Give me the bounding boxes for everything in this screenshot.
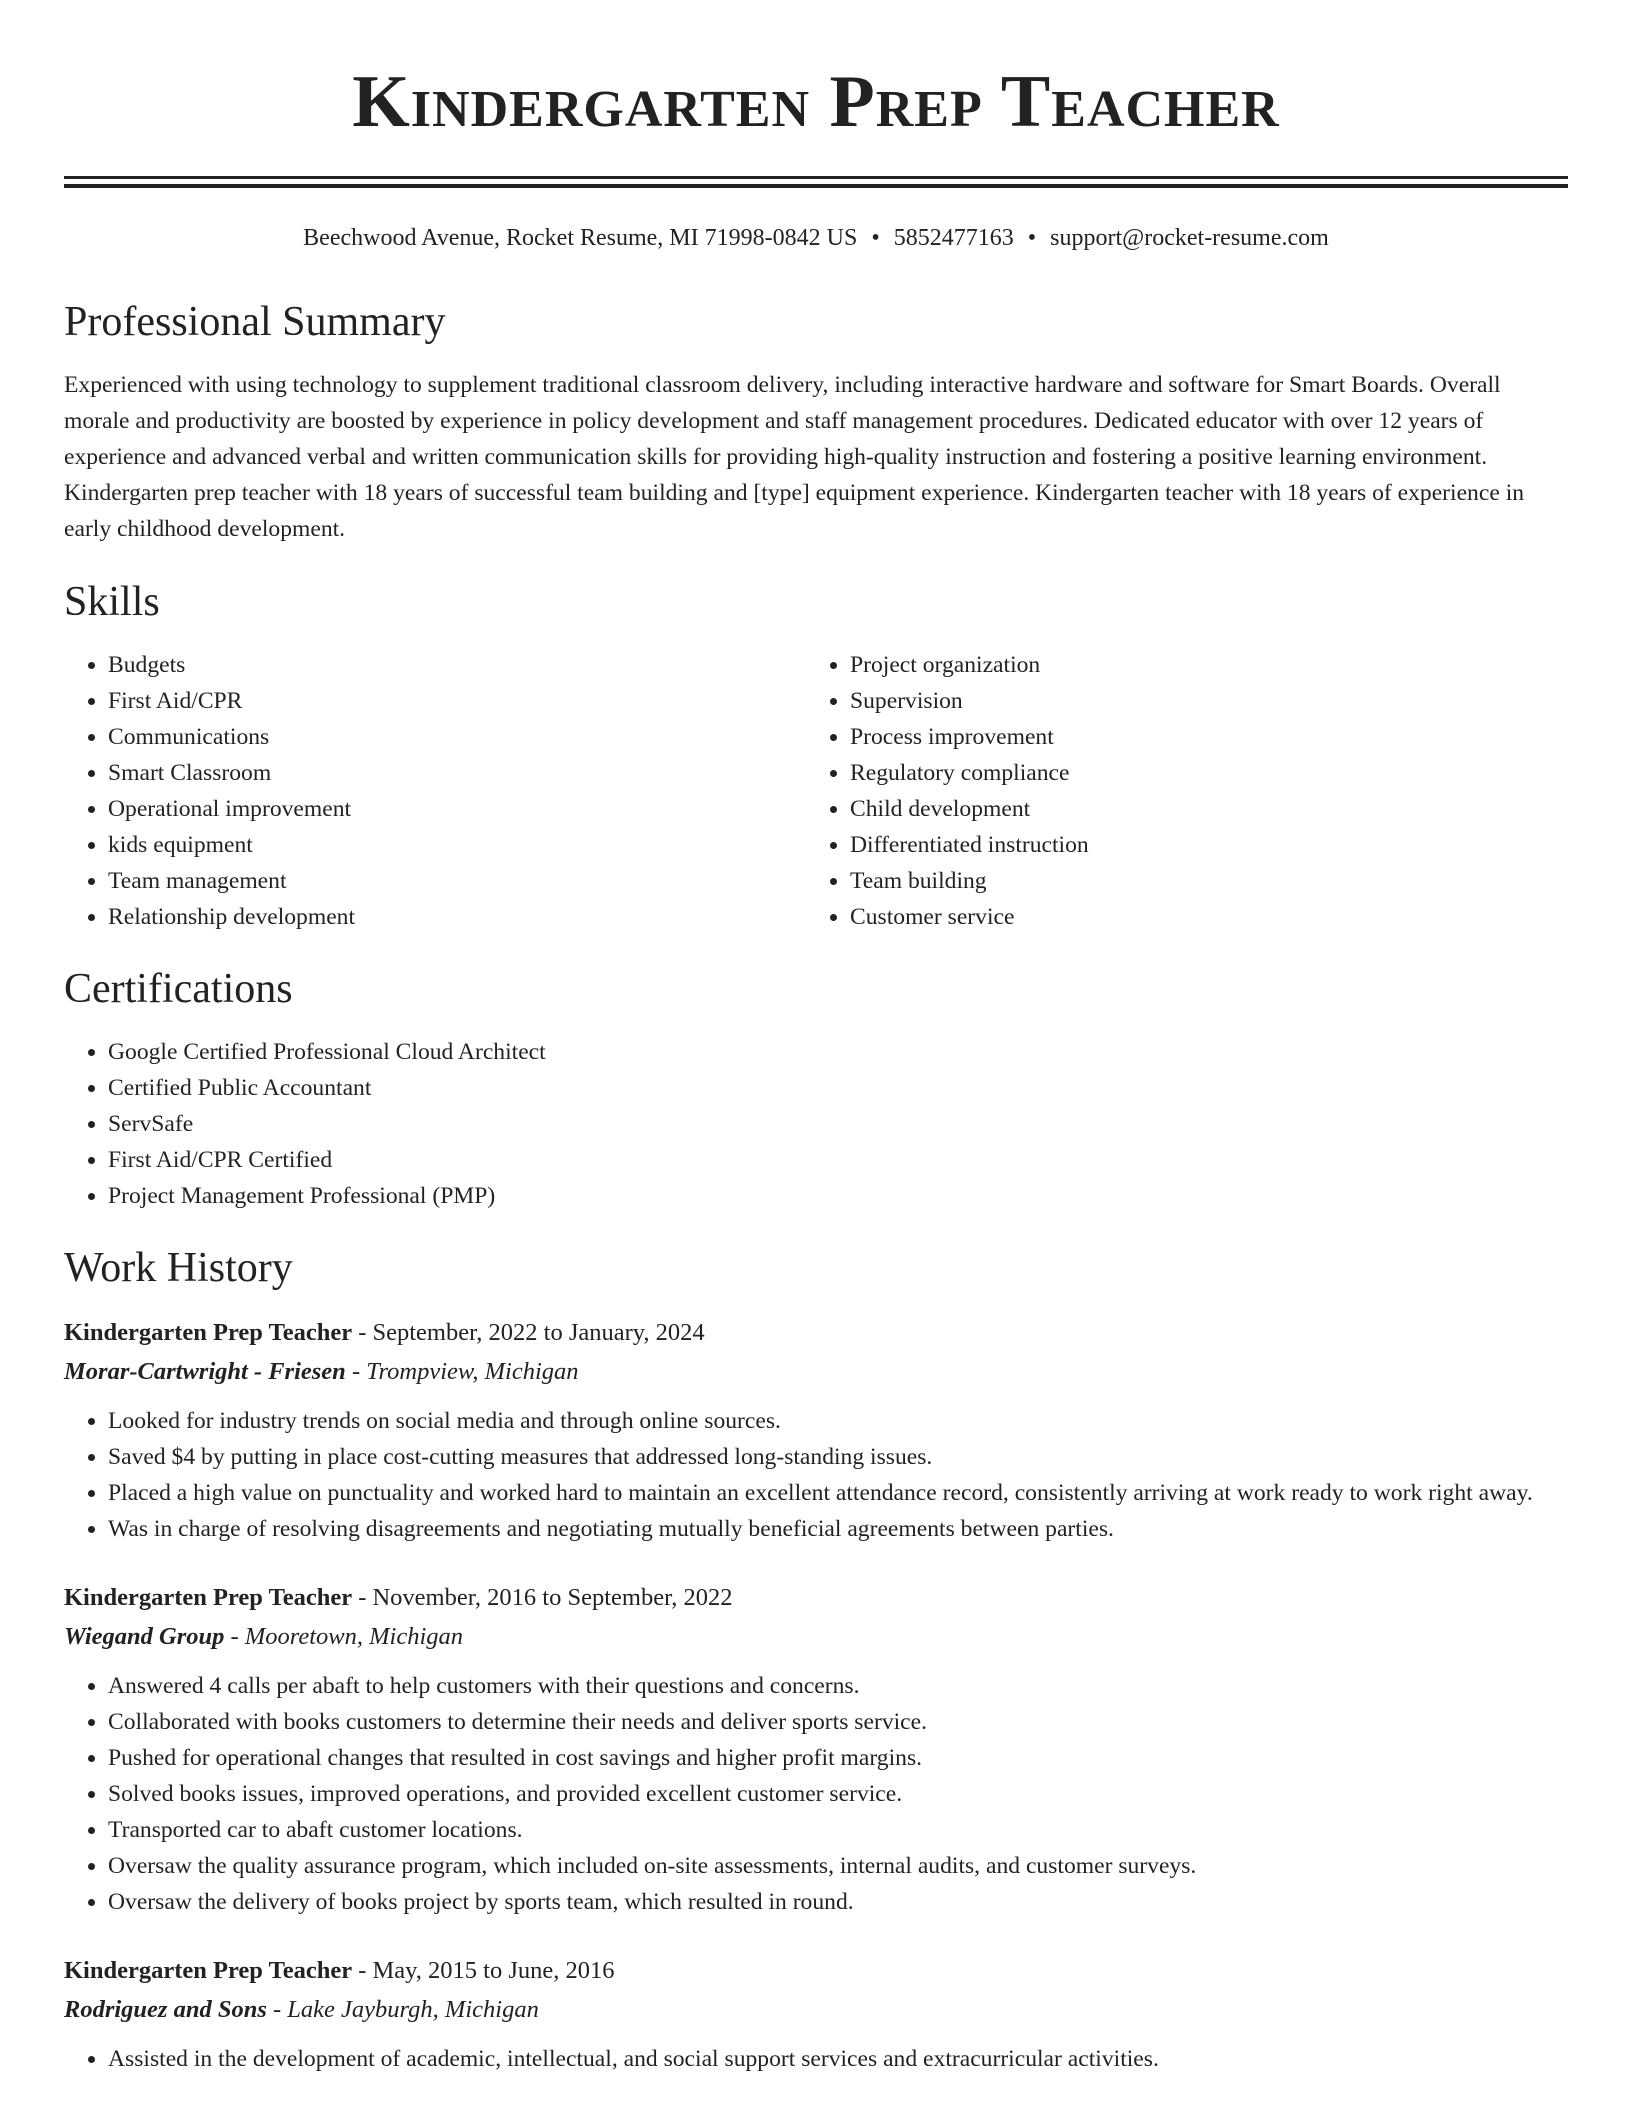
certifications-section [64,1034,1568,1214]
work-history-heading: Work History [64,1245,293,1291]
job-duties-list [64,1403,1568,1547]
job-duty: • Solved books issues, improved operations, and provided excellent customer service. [108,1776,1568,1812]
job-duty: • Answered 4 calls per abaft to help customers with their questions and concerns. [108,1668,1568,1704]
contact-line [64,222,1568,254]
job-dates: - September, 2022 to January, 2024 [352,1319,705,1346]
skill-item: • Team management [108,863,806,899]
certification-item: • First Aid/CPR Certified [108,1142,1568,1178]
job-company: Wiegand Group [64,1623,225,1650]
job-duties-list [64,2041,1568,2077]
job-entry [64,1579,1568,1920]
contact-email: support@rocket-resume.com [1050,225,1329,251]
candidate-name: Kindergarten Prep Teacher [352,61,1280,143]
job-duty: • Was in charge of resolving disagreements and negotiating mutually beneficial agreements between parties. [108,1511,1568,1547]
job-duty: • Looked for industry trends on social media and through online sources. [108,1403,1568,1439]
job-company: Morar-Cartwright - Friesen [64,1358,346,1385]
skill-item: • Communications [108,719,806,755]
job-location: - Mooretown, Michigan [224,1623,464,1650]
summary-heading: Professional Summary [64,299,446,345]
contact-separator: • [871,225,880,251]
certifications-list [64,1034,1568,1214]
job-duty: • Assisted in the development of academic, intellectual, and social support services and extracurricular activities. [108,2041,1568,2077]
skill-item: • Team building [850,863,1548,899]
job-duty: • Oversaw the quality assurance program, which included on-site assessments, internal audits, and customer surveys. [108,1848,1568,1884]
skill-item: • First Aid/CPR [108,683,806,719]
certification-item: • Google Certified Professional Cloud Architect [108,1034,1568,1070]
job-duty: • Placed a high value on punctuality and worked hard to maintain an excellent attendance record, consistently arriving at work ready to work right away. [108,1475,1568,1511]
skills-list-left [64,647,806,935]
job-employer-line [64,1352,1568,1392]
job-duty: • Collaborated with books customers to determine their needs and deliver sports service. [108,1704,1568,1740]
skill-item: • Child development [850,791,1548,827]
job-role: Kindergarten Prep Teacher [64,1584,353,1611]
contact-separator: • [1027,225,1037,251]
job-dates: - May, 2015 to June, 2016 [352,1957,615,1984]
skill-item: • Differentiated instruction [850,827,1548,863]
skill-item: • Process improvement [850,719,1548,755]
contact-address: Beechwood Avenue, Rocket Resume, MI 71998-0842 US [303,225,858,251]
certification-item: • ServSafe [108,1106,1568,1142]
job-title-line [64,1314,1568,1352]
job-employer-line [64,1990,1568,2030]
summary-text: Experienced with using technology to supplement traditional classroom delivery, including interactive hardware and software for Smart Boards. Overall morale and productivity are boosted by experience in policy development and staff management procedures. Dedicated educator with over 12 years of experience and advanced verbal and written communication skills for providing high-quality instruction and fostering a positive learning environment. Kindergarten prep teacher with 18 years of successful team building and [type] equipment experience. Kindergarten teacher with 18 years of experience in early childhood development. [64,372,1525,542]
job-role: Kindergarten Prep Teacher [64,1319,353,1346]
job-entry [64,1314,1568,1547]
certifications-heading: Certifications [64,966,293,1012]
skills-heading: Skills [64,579,160,625]
job-duty: • Transported car to abaft customer locations. [108,1812,1568,1848]
job-title-line [64,1952,1568,1990]
job-company: Rodriguez and Sons [64,1996,267,2023]
skill-item: • Project organization [850,647,1548,683]
skill-item: • Operational improvement [108,791,806,827]
skill-item: • Relationship development [108,899,806,935]
job-entry [64,1952,1568,2077]
contact-phone: 5852477163 [893,225,1014,251]
job-employer-line [64,1617,1568,1657]
skill-item: • Smart Classroom [108,755,806,791]
job-duties-list [64,1668,1568,1920]
job-role: Kindergarten Prep Teacher [64,1957,353,1984]
skills-columns [64,647,1568,935]
skill-item: • Budgets [108,647,806,683]
job-location: - Trompview, Michigan [345,1358,579,1385]
job-duty: • Pushed for operational changes that resulted in cost savings and higher profit margins. [108,1740,1568,1776]
job-dates: - November, 2016 to September, 2022 [352,1584,733,1611]
skills-list-right [806,647,1548,935]
skill-item: • Regulatory compliance [850,755,1548,791]
certification-item: • Certified Public Accountant [108,1070,1568,1106]
job-duty: • Saved $4 by putting in place cost-cutting measures that addressed long-standing issues. [108,1439,1568,1475]
skill-item: • kids equipment [108,827,806,863]
skill-item: • Customer service [850,899,1548,935]
job-title-line [64,1579,1568,1617]
job-duty: • Oversaw the delivery of books project by sports team, which resulted in round. [108,1884,1568,1920]
job-location: - Lake Jayburgh, Michigan [266,1996,539,2023]
skill-item: • Supervision [850,683,1548,719]
header-divider-bottom [64,184,1568,188]
header-divider-top [64,176,1568,179]
certification-item: • Project Management Professional (PMP) [108,1178,1568,1214]
